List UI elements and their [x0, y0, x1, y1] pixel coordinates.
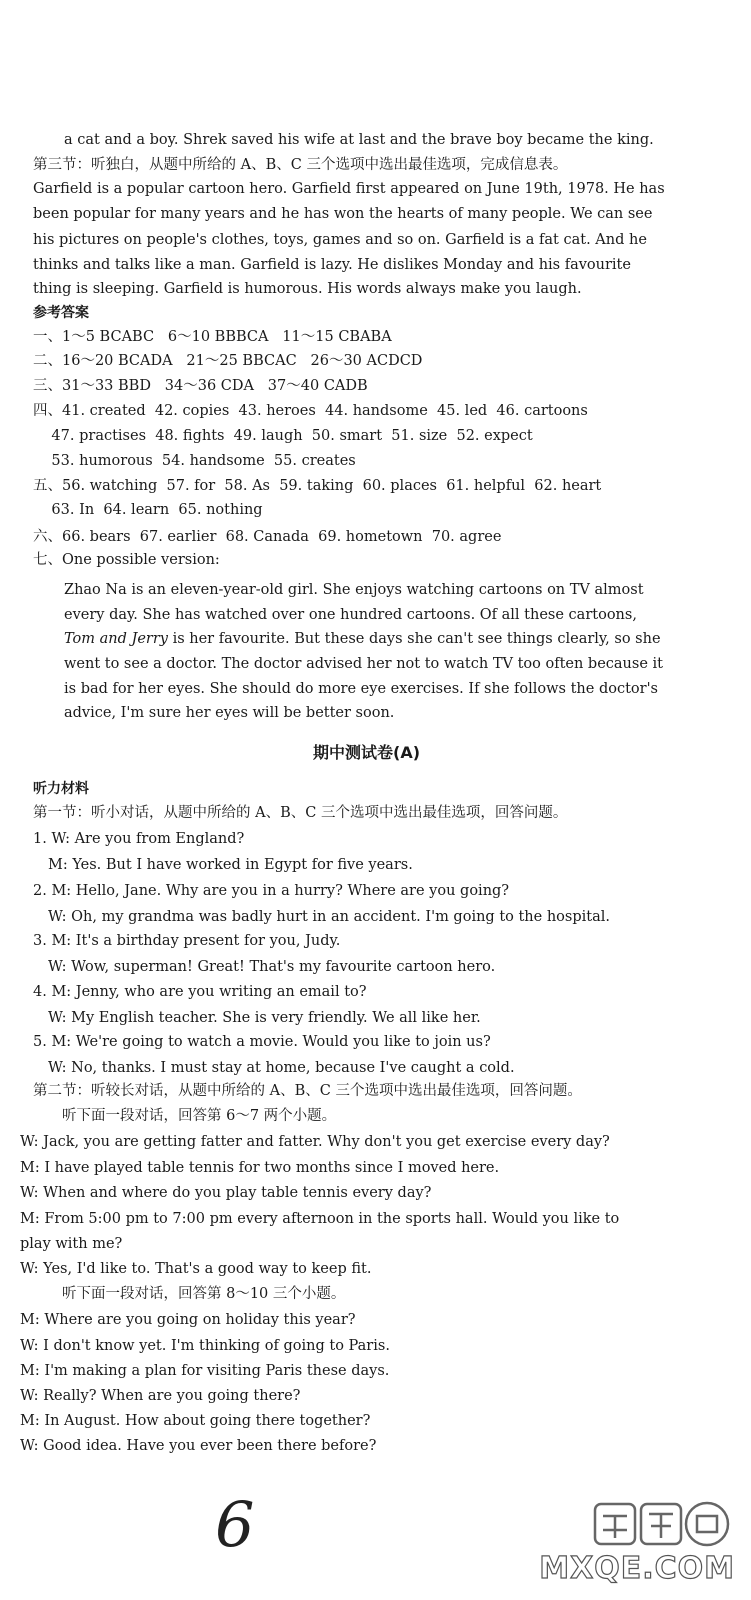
page-number: 6 [215, 1488, 255, 1561]
garfield-line: Garfield is a popular cartoon hero. Garfield first appeared on June 19th, 1978. He has [33, 181, 665, 197]
answer-line: 五、56. watching 57. for 58. As 59. taking 60. places 61. helpful 62. heart [33, 478, 602, 494]
dialogue-line: M: Where are you going on holiday this year? [20, 1312, 356, 1328]
dialogue-line: W: Wow, superman! Great! That's my favourite cartoon hero. [48, 959, 496, 975]
watermark-domain: MXQE.COM [539, 1551, 735, 1586]
answer-line: 一、1～5 BCABC 6～10 BBBCA 11～15 CBABA [33, 329, 392, 345]
garfield-line: been popular for many years and he has won the hearts of many people. We can see [33, 206, 653, 222]
dialogue-line: M: Yes. But I have worked in Egypt for five years. [48, 857, 413, 873]
essay-line: went to see a doctor. The doctor advised her not to watch TV too often because it [64, 656, 663, 672]
dialogue-line: W: I don't know yet. I'm thinking of going to Paris. [20, 1338, 390, 1354]
dialogue-line: W: Jack, you are getting fatter and fatter. Why don't you get exercise every day? [20, 1134, 610, 1150]
answer-line: 47. practises 48. fights 49. laugh 50. smart 51. size 52. expect [33, 428, 533, 444]
dialogue-line: 1. W: Are you from England? [33, 831, 245, 847]
dialogue-line: W: No, thanks. I must stay at home, because I've caught a cold. [48, 1060, 515, 1076]
dialogue-line: W: Good idea. Have you ever been there before? [20, 1438, 377, 1454]
dialogue-line: W: Really? When are you going there? [20, 1388, 301, 1404]
listening-heading: 听力材料 [33, 781, 89, 797]
essay-line [64, 632, 661, 647]
answer-line: 63. In 64. learn 65. nothing [33, 502, 263, 518]
dialogue-line: W: My English teacher. She is very friendly. We all like her. [48, 1010, 481, 1026]
essay-line: every day. She has watched over one hundred cartoons. Of all these cartoons, [64, 607, 637, 623]
dialogue-line: M: From 5:00 pm to 7:00 pm every afternoon in the sports hall. Would you like to [20, 1211, 620, 1227]
essay-line: advice, I'm sure her eyes will be better soon. [64, 705, 395, 721]
dialogue-line: W: Oh, my grandma was badly hurt in an accident. I'm going to the hospital. [48, 909, 610, 925]
midterm-title: 期中测试卷(A) [313, 743, 421, 762]
dialogue-line: 5. M: We're going to watch a movie. Would you like to join us? [33, 1034, 491, 1050]
garfield-line: thing is sleeping. Garfield is humorous. His words always make you laugh. [33, 281, 582, 297]
answer-line: 七、One possible version: [33, 552, 220, 568]
section1-heading: 第一节：听小对话，从题中所给的 A、B、C 三个选项中选出最佳选项，回答问题。 [33, 805, 568, 821]
section2-heading: 第二节：听较长对话，从题中所给的 A、B、C 三个选项中选出最佳选项，回答问题。 [33, 1083, 582, 1099]
dialogue-line: 3. M: It's a birthday present for you, Judy. [33, 933, 341, 949]
shrek-line: a cat and a boy. Shrek saved his wife at last and the brave boy became the king. [64, 132, 654, 148]
garfield-line: his pictures on people's clothes, toys, games and so on. Garfield is a fat cat. And he [33, 232, 647, 248]
dialogue-line: M: I'm making a plan for visiting Paris these days. [20, 1363, 390, 1379]
essay-cartoon-title: Tom and Jerry [64, 631, 168, 647]
part1-intro: 听下面一段对话，回答第 6～7 两个小题。 [62, 1108, 337, 1124]
watermark-logo [539, 1498, 745, 1594]
answers-heading: 参考答案 [33, 305, 89, 321]
answer-line: 四、41. created 42. copies 43. heroes 44. handsome 45. led 46. cartoons [33, 403, 588, 419]
essay-line: Zhao Na is an eleven-year-old girl. She enjoys watching cartoons on TV almost [64, 582, 644, 598]
answer-line: 三、31～33 BBD 34～36 CDA 37～40 CADB [33, 378, 368, 394]
part2-intro: 听下面一段对话，回答第 8～10 三个小题。 [62, 1286, 346, 1302]
dialogue-line: W: When and where do you play table tennis every day? [20, 1185, 432, 1201]
answer-line: 六、66. bears 67. earlier 68. Canada 69. hometown 70. agree [33, 529, 502, 545]
essay-line-rest: is her favourite. But these days she can't see things clearly, so she [167, 631, 661, 647]
essay-line: is bad for her eyes. She should do more eye exercises. If she follows the doctor's [64, 681, 658, 697]
dialogue-line: M: I have played table tennis for two months since I moved here. [20, 1160, 500, 1176]
dialogue-line: 2. M: Hello, Jane. Why are you in a hurry? Where are you going? [33, 883, 510, 899]
answer-line: 53. humorous 54. handsome 55. creates [33, 453, 356, 469]
answer-line: 二、16～20 BCADA 21～25 BBCAC 26～30 ACDCD [33, 353, 423, 369]
dialogue-line: W: Yes, I'd like to. That's a good way to keep fit. [20, 1261, 372, 1277]
dialogue-line: 4. M: Jenny, who are you writing an email to? [33, 984, 367, 1000]
garfield-line: thinks and talks like a man. Garfield is lazy. He dislikes Monday and his favourite [33, 257, 631, 273]
dialogue-line: M: In August. How about going there together? [20, 1413, 371, 1429]
section3-heading: 第三节：听独白，从题中所给的 A、B、C 三个选项中选出最佳选项，完成信息表。 [33, 157, 568, 173]
dialogue-line: play with me? [20, 1236, 123, 1252]
